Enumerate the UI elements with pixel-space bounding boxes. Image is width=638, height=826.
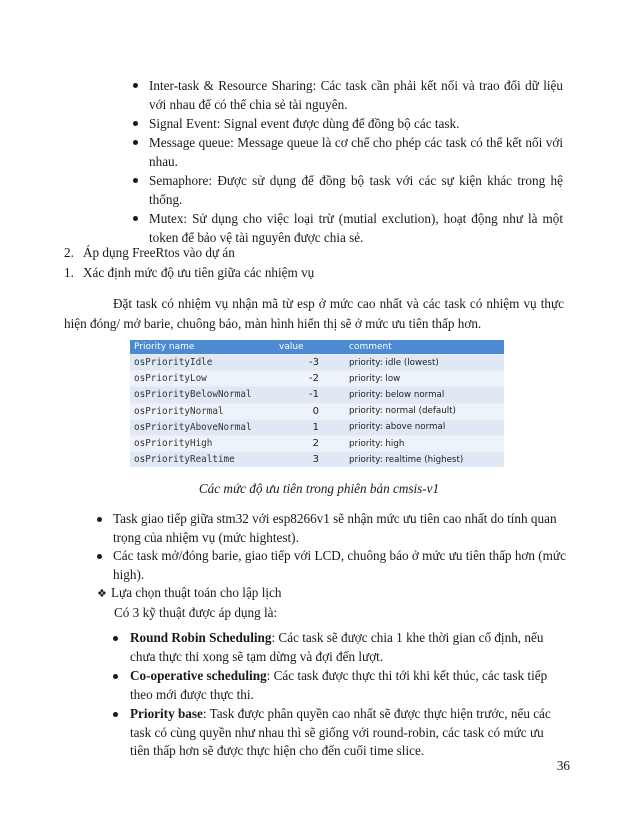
table-cell: priority: below normal <box>345 387 504 403</box>
list-item: Signal Event: Signal event được dùng để đồng bộ các task. <box>133 114 563 133</box>
list-item: Priority base: Task được phân quyền cao nhất sẽ được thực hiện trước, nếu các task có cùng quyền như nhau thì sẽ giống với round-robin, các task có mức ưu tiên thấp hơn sẽ được thực hiện cho đến cuối time slice. <box>113 705 565 761</box>
scheduling-bullet-list <box>113 629 565 762</box>
table-row <box>130 403 504 419</box>
list-item: Round Robin Scheduling: Các task sẽ được chia 1 khe thời gian cố định, nếu chưa thực thi xong sẽ tạm dừng và đợi đến lượt. <box>113 629 565 666</box>
list-item: Các task mở/đóng barie, giao tiếp với LCD, chuông báo ở mức ưu tiên thấp hơn (mức high). <box>97 547 567 584</box>
priority-bullet-list <box>97 510 567 584</box>
table-cell: -1 <box>275 387 345 403</box>
table-row <box>130 435 504 451</box>
table-row <box>130 419 504 435</box>
bullet-dot-icon <box>113 674 118 679</box>
bullet-dot-icon <box>97 517 102 522</box>
table-row <box>130 371 504 387</box>
table-cell: priority: idle (lowest) <box>345 355 504 371</box>
list-item: Task giao tiếp giữa stm32 với esp8266v1 sẽ nhận mức ưu tiên cao nhất do tính quan trọng của nhiệm vụ (mức hightest). <box>97 510 567 547</box>
priority-table <box>130 340 504 467</box>
bullet-dot-icon <box>133 121 138 126</box>
list-item: Message queue: Message queue là cơ chế cho phép các task có thể kết nối với nhau. <box>133 133 563 171</box>
bullet-dot-icon <box>133 83 138 88</box>
table-cell: priority: low <box>345 371 504 387</box>
table-header-cell: comment <box>345 340 504 355</box>
table-header-cell: Priority name <box>130 340 275 355</box>
body-paragraph: Đặt task có nhiệm vụ nhận mã từ esp ở mức cao nhất và các task có nhiệm vụ thực hiện đóng/ mở barie, chuông báo, màn hình hiển thị sẽ ở mức ưu tiên thấp hơn. <box>64 296 564 331</box>
list-item: Mutex: Sử dụng cho việc loại trừ (mutial exclution), hoạt động như là một token để bảo vệ tài nguyên được chia sẻ. <box>133 209 563 247</box>
page-number: 36 <box>556 758 570 773</box>
table-caption: Các mức độ ưu tiên trong phiên bản cmsis-v1 <box>198 481 440 496</box>
list-item: Semaphore: Được sử dụng để đồng bộ task với các sự kiện khác trong hệ thống. <box>133 171 563 209</box>
table-cell: osPriorityHigh <box>130 435 275 451</box>
top-bullet-list <box>133 76 563 247</box>
table-cell: osPriorityRealtime <box>130 452 275 468</box>
table-cell: osPriorityBelowNormal <box>130 387 275 403</box>
section-heading: 2. Áp dụng FreeRtos vào dự án <box>64 245 235 260</box>
bullet-dot-icon <box>97 554 102 559</box>
bullet-dot-icon <box>133 178 138 183</box>
table-row <box>130 355 504 371</box>
list-item: Inter-task & Resource Sharing: Các task cần phải kết nối và trao đổi dữ liệu với nhau để có thể chia sẻ tài nguyên. <box>133 76 563 114</box>
table-cell: priority: high <box>345 435 504 451</box>
intro-line: Có 3 kỹ thuật được áp dụng là: <box>114 605 278 620</box>
diamond-bullet-icon: ❖ <box>97 588 107 600</box>
table-cell: 3 <box>275 452 345 468</box>
table-cell: osPriorityNormal <box>130 403 275 419</box>
list-item: Co-operative scheduling: Các task được thực thi tới khi kết thúc, các task tiếp theo mới được thực thi. <box>113 667 565 704</box>
subsection-heading: 1. Xác định mức độ ưu tiên giữa các nhiệm vụ <box>64 265 315 280</box>
table-row <box>130 452 504 468</box>
scheduling-heading: ❖ Lựa chọn thuật toán cho lập lịch <box>97 584 281 603</box>
table-cell: 2 <box>275 435 345 451</box>
table-cell: priority: above normal <box>345 419 504 435</box>
bullet-dot-icon <box>113 636 118 641</box>
table-cell: 1 <box>275 419 345 435</box>
bullet-dot-icon <box>133 140 138 145</box>
table-header-cell: value <box>275 340 345 355</box>
table-cell: priority: normal (default) <box>345 403 504 419</box>
table-cell: -2 <box>275 371 345 387</box>
table-row <box>130 387 504 403</box>
table-header-row <box>130 340 504 355</box>
table-cell: -3 <box>275 355 345 371</box>
bullet-dot-icon <box>113 712 118 717</box>
table-cell: osPriorityLow <box>130 371 275 387</box>
table-cell: 0 <box>275 403 345 419</box>
bullet-dot-icon <box>133 216 138 221</box>
table-cell: priority: realtime (highest) <box>345 452 504 468</box>
table-cell: osPriorityIdle <box>130 355 275 371</box>
table-cell: osPriorityAboveNormal <box>130 419 275 435</box>
